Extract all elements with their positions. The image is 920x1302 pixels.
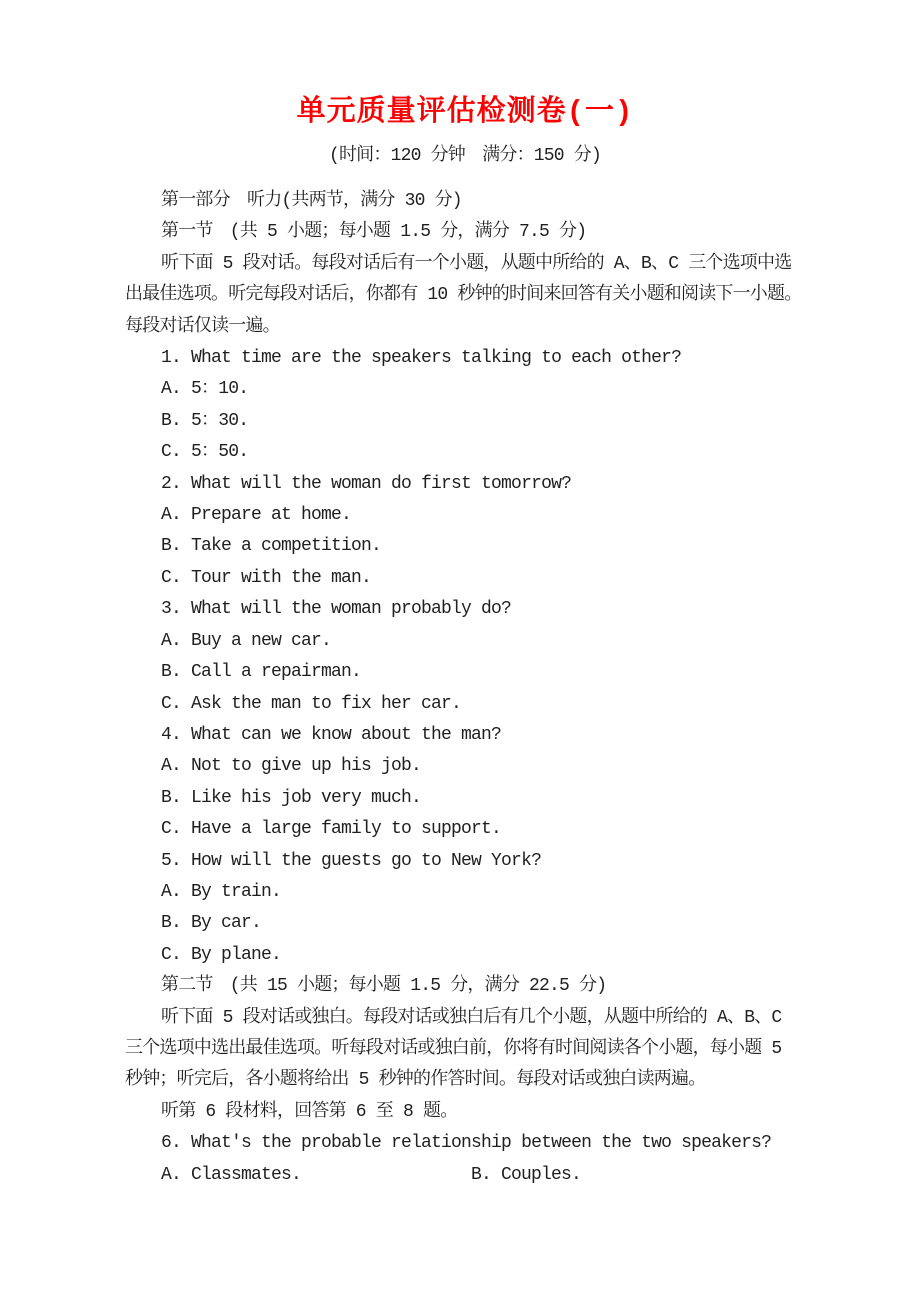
question-4-option-c: C. Have a large family to support. [161,819,502,840]
question-6-options-row [125,1160,805,1191]
part1-heading: 第一部分 听力(共两节，满分 30 分) [161,191,462,211]
exam-time-score-meta: (时间：120 分钟 满分：150 分) [328,146,602,166]
question-1-option-b: B. 5：30. [161,410,249,431]
section1-heading: 第一节 (共 5 小题；每小题 1.5 分，满分 7.5 分) [161,222,587,243]
question-2-option-b: B. Take a competition. [161,536,382,557]
question-2: 2. What will the woman do first tomorrow? [161,473,572,494]
section1-instructions: 听下面 5 段对话。每段对话后有一个小题，从题中所给的 A、B、C 三个选项中选出最佳选项。听完每段对话后，你都有 10 秒钟的时间来回答有关小题和阅读下一小题。每段对话仅读一遍。 [125,253,802,337]
page-title: 单元质量评估检测卷(一) [296,96,634,129]
question-5: 5. How will the guests go to New York? [161,850,542,871]
question-3-option-b: B. Call a repairman. [161,662,362,683]
question-4: 4. What can we know about the man? [161,724,502,745]
question-5-option-a: A. By train. [161,881,282,902]
question-3-option-a: A. Buy a new car. [161,630,332,651]
question-1-option-a: A. 5：10. [161,379,249,400]
question-4-option-b: B. Like his job very much. [161,787,422,808]
question-4-option-a: A. Not to give up his job. [161,756,422,777]
section2-instructions: 听下面 5 段对话或独白。每段对话或独白后有几个小题，从题中所给的 A、B、C 三个选项中选出最佳选项。听每段对话或独白前，你将有时间阅读各个小题，每小题 5 秒钟；听完后，各小题将给出 5 秒钟的作答时间。每段对话或独白读两遍。 [125,1007,782,1091]
question-5-option-c: C. By plane. [161,944,282,965]
material-6-note: 听第 6 段材料，回答第 6 至 8 题。 [161,1101,458,1122]
question-6: 6. What's the probable relationship between the two speakers? [161,1133,772,1154]
section2-heading: 第二节 (共 15 小题；每小题 1.5 分，满分 22.5 分) [161,976,607,997]
question-3-option-c: C. Ask the man to fix her car. [161,693,462,714]
question-1: 1. What time are the speakers talking to each other? [161,348,682,369]
question-2-option-a: A. Prepare at home. [161,505,352,526]
question-6-option-b: B. Couples. [471,1164,582,1185]
question-6-option-a: A. Classmates. [161,1164,302,1185]
question-3: 3. What will the woman probably do? [161,599,512,620]
question-5-option-b: B. By car. [161,913,262,934]
question-1-option-c: C. 5：50. [161,442,249,463]
question-2-option-c: C. Tour with the man. [161,567,372,588]
document-body [125,186,805,1191]
